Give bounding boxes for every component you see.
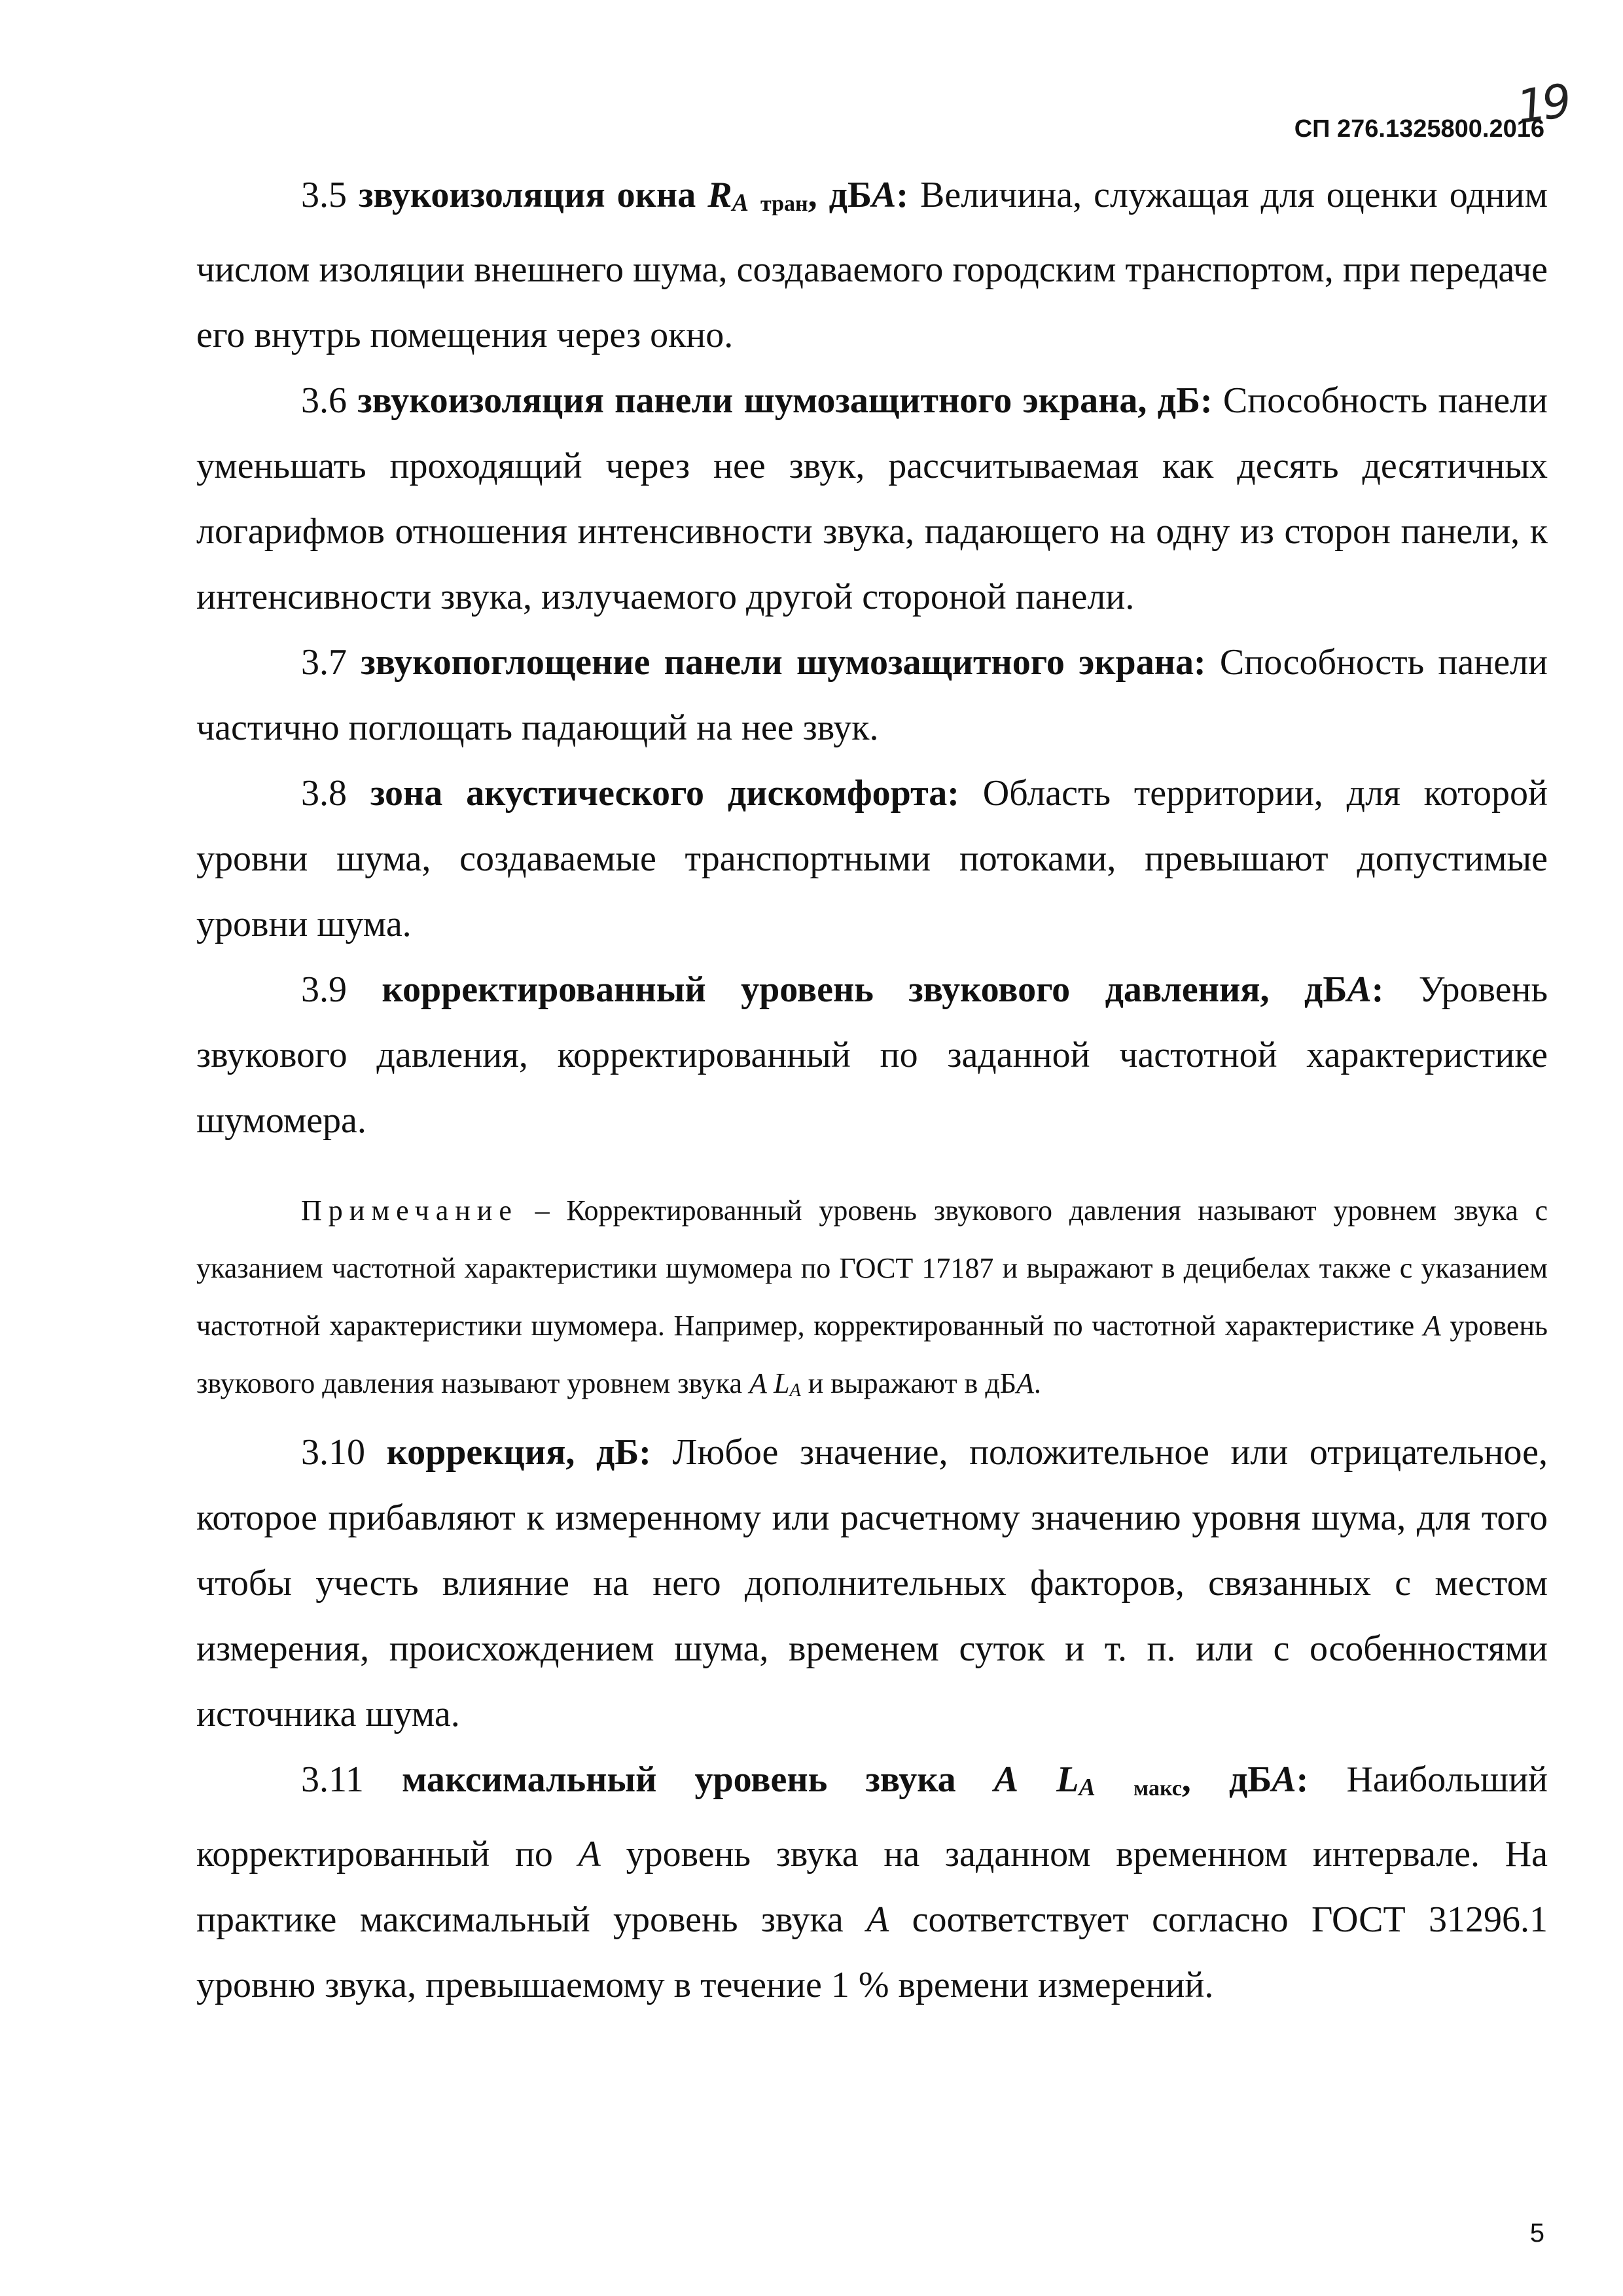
document-code: СП 276.1325800.2016	[1294, 115, 1544, 143]
terms-section	[196, 162, 1548, 2018]
term-3-10	[196, 1420, 1548, 1747]
term-number: 3.9	[301, 969, 347, 1010]
note-label: Примечание	[301, 1194, 518, 1227]
term-definition: Область территории, для которой уровни шума, создаваемые транспортными потоками, превышают допустимые уровни шума.	[196, 773, 1548, 944]
term-definition: Способность панели уменьшать проходящий через нее звук, рассчитываемая как десять десятичных логарифмов отношения интенсивности звука, падающего на одну из сторон панели, к интенсивности звука, излучаемого другой стороной панели.	[196, 380, 1548, 617]
term-title: максимальный уровень звука A LA макс, дБA:	[402, 1759, 1309, 1801]
term-title: звукопоглощение панели шумозащитного экрана:	[361, 642, 1206, 683]
page-number: 5	[1529, 2219, 1544, 2248]
term-3-7	[196, 630, 1548, 761]
term-number: 3.11	[301, 1759, 364, 1800]
term-3-5	[196, 162, 1548, 368]
term-title: зона акустического дискомфорта:	[370, 773, 959, 814]
term-definition: Уровень звукового давления, корректированный по заданной частотной характеристике шумомера.	[196, 969, 1548, 1141]
term-number: 3.8	[301, 773, 347, 814]
term-title: коррекция, дБ:	[386, 1432, 651, 1473]
term-definition: Способность панели частично поглощать падающий на нее звук.	[196, 642, 1548, 748]
term-number: 3.7	[301, 642, 347, 683]
term-definition: Наибольший корректированный по A уровень звука на заданном временном интервале. На практике максимальный уровень звука A соответствует согласно ГОСТ 31296.1 уровню звука, превышаемому в течение 1 % времени измерений.	[196, 1759, 1548, 2005]
term-number: 3.5	[301, 175, 347, 215]
term-title: звукоизоляция окна RA тран, дБA:	[359, 175, 909, 217]
term-number: 3.10	[301, 1432, 365, 1473]
term-title: звукоизоляция панели шумозащитного экрана, дБ:	[357, 380, 1213, 421]
term-definition: Величина, служащая для оценки одним числом изоляции внешнего шума, создаваемого городским транспортом, при передаче его внутрь помещения через окно.	[196, 175, 1548, 355]
term-3-9	[196, 957, 1548, 1153]
term-number: 3.6	[301, 380, 347, 421]
term-3-11	[196, 1747, 1548, 2018]
note-paragraph: Примечание – Корректированный уровень звукового давления называют уровнем звука с указанием частотной характеристики шумомера по ГОСТ 17187 и выражают в децибелах также с указанием частотной характеристики шумомера. Например, корректированный по частотной характеристике A уровень звукового давления называют уровнем звука A LA и выражают в дБA.	[196, 1194, 1548, 1401]
term-definition: Любое значение, положительное или отрицательное, которое прибавляют к измеренному или расчетному значению уровня шума, для того чтобы учесть влияние на него дополнительных факторов, связанных с местом измерения, происхождением шума, временем суток и т. п. или с особенностями источника шума.	[196, 1432, 1548, 1734]
term-3-8	[196, 761, 1548, 957]
handwritten-sheet-number: 19	[1513, 74, 1571, 134]
term-title: корректированный уровень звукового давления, дБA:	[382, 969, 1384, 1010]
term-3-6	[196, 368, 1548, 630]
